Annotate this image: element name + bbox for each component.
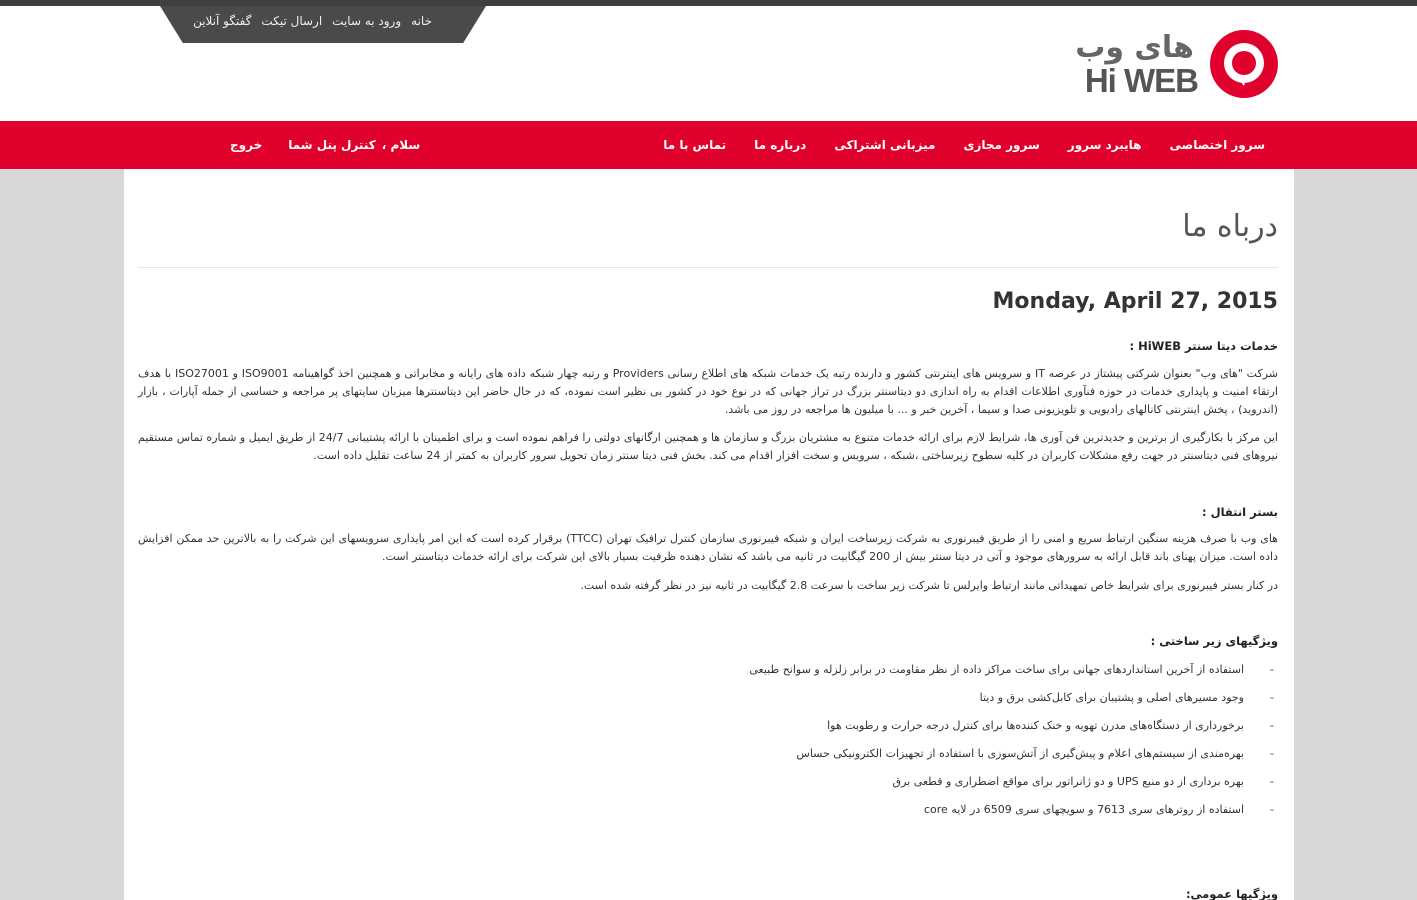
transport-paragraph-2: در کنار بستر فیبرنوری برای شرایط خاص تمهیداتی مانند ارتباط وایرلس تا شرکت زیر ساخت با سرعت 2.8 گیگابیت در ثانیه نیز در نظر گرفته شده است. [580,579,1278,592]
list-item-text: وجود مسیرهای اصلی و پشتیبان برای کابل‌کشی برق و دیتا [979,691,1244,704]
transport-heading: بستر انتقال : [1201,505,1278,519]
left-background [0,169,124,900]
main-menu [663,121,1265,169]
list-dash: - [1270,663,1274,676]
logout-link[interactable]: خروج [230,138,263,152]
article-date: Monday, April 27, 2015 [992,289,1278,314]
top-link-home[interactable]: خانه [411,14,432,28]
list-item-text: بهره برداری از دو منبع UPS و دو ژانراتور برای مواقع اضطراری و قطعی برق [892,775,1244,788]
datacenter-paragraph-1: شرکت "های وب" بعنوان شرکتی پیشتاز در عرصه IT و سرویس های اینترنتی کشور و دارنده رتبه یک خدمات شبکه های اطلاع رسانی Providers و رتبه چهار شبکه داده های رایانه و مخابراتی و همچنین اخذ گواهینامه ISO9001 و ISO27001 با هدف ارتقاء امنیت و پایداری خدمات در حوزه فنآوری اطلاعات اقدام به راه اندازی دو دیتاسنتر بزرگ در تراز جهانی که در نوع خود در کشور بی نظیر است نموده، که در حال حاضر این دیتاسنترها میزبان سایتهای پر مراجعه و حساسی از جمله آپارات ، بازار (اندروید) ، پخش اینترنتی کانالهای رادیویی و تلویزیونی صدا و سیما ، آخرین خبر و ... با میلیون ها مراجعه در روز می باشد. [138,367,1279,416]
speech-bubble-logo-icon [1208,28,1280,100]
list-dash: - [1270,691,1274,704]
general-heading: ویژگیها عمومی: [1185,887,1278,900]
infrastructure-heading: ویژگیهای زیر ساختی : [1150,634,1278,648]
transport-paragraph-1: های وب با صرف هزینه سنگین ارتباط سریع و امنی را از طریق فیبرنوری به شرکت زیرساخت ایران و شبکه فیبرنوری سازمان کنترل ترافیک تهران (TTCC) برقرار کرده است که این امر پایداری سرویسهای این شرکت را به بالاترین حد ممکن افزایش داده است. میزان پهنای باند قابل ارائه به سرورهای موجود و آتی در دیتا سنتر بیش از 200 گیگابیت در ثانیه می باشد که نشان دهنده ظرفیت بسیار بالای این شرکت برای ارائه خدمات دیتاسنتر است. [138,532,1278,563]
nav-shared-hosting[interactable]: میزبانی اشتراکی [834,138,936,152]
top-link-login[interactable]: ورود به سایت [332,14,402,28]
list-item-text: برخورداری از دستگاه‌های مدرن تهویه و خنک کننده‌ها برای کنترل درجه حرارت و رطوبت هوا [827,719,1244,732]
list-dash: - [1270,803,1274,816]
nav-hybrid-server[interactable]: هایبرد سرور [1067,138,1142,152]
top-link-ticket[interactable]: ارسال تیکت [261,14,323,28]
list-item-text: بهره‌مندی از سیستم‌های اعلام و پیش‌گیری از آتش‌سوزی با استفاده از تجهیزات الکترونیکی حساس [796,747,1244,760]
right-background [1294,169,1417,900]
list-dash: - [1270,747,1274,760]
top-link-chat[interactable]: گفتگو آنلاین [193,14,252,28]
list-item [138,658,1278,686]
list-dash: - [1270,775,1274,788]
nav-about[interactable]: درباره ما [754,138,807,152]
datacenter-paragraph-2: این مرکز با بکارگیری از برترین و جدیدترین فن آوری ها، شرایط لازم برای ارائه خدمات متنوع به مشتریان بزرگ و سازمان ها و همچنین ارگانهای دولتی را فراهم نموده است و برای اطمینان با ارائه پشتیبانی 24/7 از طریق ایمیل و شماره تماس مستقیم نیروهای فنی دیتاسنتر در جهت رفع مشکلات کاربران در کلیه سطوح زیرساختی ،شبکه ، سرویس و سخت افزار اقدام می کند. بخش فنی دیتا سنتر زمان تحویل سرور کاربران به کمتر از 24 ساعت تقلیل داده است. [138,431,1278,462]
list-item [138,714,1278,742]
infrastructure-list [138,658,1278,826]
list-item [138,686,1278,714]
list-item [138,742,1278,770]
nav-virtual-server[interactable]: سرور مجازی [963,138,1040,152]
list-dash: - [1270,719,1274,732]
nav-contact[interactable]: تماس با ما [663,138,727,152]
nav-dedicated-server[interactable]: سرور اختصاصی [1169,138,1265,152]
page-title: درباه ما [1182,209,1278,244]
list-item [138,770,1278,798]
title-divider [138,267,1278,268]
hiweb-logo[interactable] [1075,28,1280,103]
list-item [138,798,1278,826]
control-panel-link[interactable]: کنترل پنل شما [288,138,376,152]
list-item-text: استفاده از روترهای سری 7613 و سویچهای سری 6509 در لایه core [924,803,1244,816]
content-area [124,169,1294,900]
user-menu [230,121,420,169]
greeting-text: سلام ، [381,138,421,152]
logo-text-en: Hi WEB [1084,62,1198,99]
datacenter-heading: خدمات دیتا سنتر HiWEB : [1129,339,1278,353]
main-navbar [0,121,1417,169]
top-links [192,14,432,28]
logo-text-fa: های وب [1075,30,1194,65]
list-item-text: استفاده از آخرین استانداردهای جهانی برای ساخت مراکز داده از نظر مقاومت در برابر زلزله و سوانح طبیعی [749,663,1244,676]
